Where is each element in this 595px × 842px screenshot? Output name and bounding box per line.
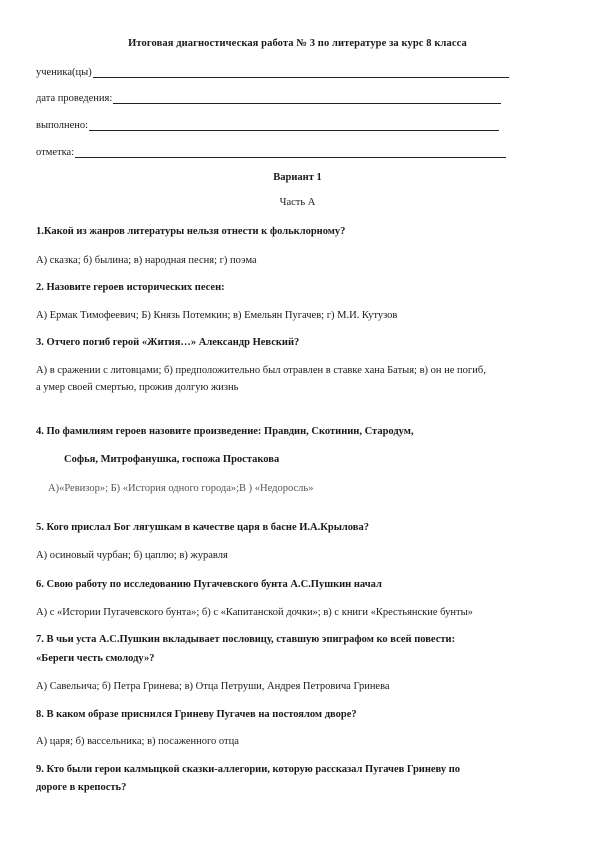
date-label: дата проведения: <box>36 93 113 104</box>
answers-3-line-2: а умер своей смертью, прожив долгую жизнь <box>36 382 239 393</box>
answers-1: А) сказка; б) былина; в) народная песня; г) поэма <box>36 255 257 266</box>
answers-3-line-1: А) в сражении с литовцами; б) предположительно был отравлен в ставке хана Батыя; в) он не погиб, <box>36 365 486 376</box>
part-heading: Часть А <box>279 197 316 208</box>
variant-heading: Вариант 1 <box>273 172 322 183</box>
question-2: 2. Назовите героев исторических песен: <box>36 282 225 293</box>
done-field <box>36 119 499 131</box>
student-label: ученика(цы) <box>36 67 92 78</box>
question-4-line-1: 4. По фамилиям героев назовите произведение: Правдин, Скотинин, Стародум, <box>36 426 414 437</box>
question-9-line-2: дороге в крепость? <box>36 782 127 793</box>
done-label: выполнено: <box>36 120 89 131</box>
done-line[interactable] <box>89 119 499 131</box>
answers-7: А) Савельича; б) Петра Гринева; в) Отца Петруши, Андрея Петровича Гринева <box>36 681 390 692</box>
question-7-line-1: 7. В чьи уста А.С.Пушкин вкладывает пословицу, ставшую эпиграфом ко всей повести: <box>36 634 456 645</box>
student-field <box>36 66 509 78</box>
question-1: 1.Какой из жанров литературы нельзя отнести к фольклорному? <box>36 226 346 237</box>
answers-5: А) осиновый чурбан; б) цаплю; в) журавля <box>36 550 228 561</box>
answers-2: А) Ермак Тимофеевич; Б) Князь Потемкин; в) Емельян Пугачев; г) М.И. Кутузов <box>36 310 398 321</box>
page-title: Итоговая диагностическая работа № 3 по литературе за курс 8 класса <box>128 38 467 49</box>
question-7-line-2: «Береги честь смолоду»? <box>36 653 155 664</box>
question-8: 8. В каком образе приснился Гриневу Пугачев на постоялом дворе? <box>36 709 357 720</box>
answers-8: А) царя; б) вассельника; в) посаженного отца <box>36 736 239 747</box>
mark-line[interactable] <box>75 146 506 158</box>
student-line[interactable] <box>93 66 509 78</box>
question-3: 3. Отчего погиб герой «Жития…» Александр Невский? <box>36 337 300 348</box>
question-4-line-2: Софья, Митрофанушка, госпожа Простакова <box>64 454 280 465</box>
date-field <box>36 92 501 104</box>
question-5: 5. Кого прислал Бог лягушкам в качестве царя в басне И.А.Крылова? <box>36 522 369 533</box>
question-9-line-1: 9. Кто были герои калмыцкой сказки-аллегории, которую рассказал Пугачев Гриневу по <box>36 764 461 775</box>
mark-field <box>36 146 506 158</box>
mark-label: отметка: <box>36 147 75 158</box>
question-6: 6. Свою работу по исследованию Пугачевского бунта А.С.Пушкин начал <box>36 579 382 590</box>
answers-4: А)«Ревизор»; Б) «История одного города»;В ) «Недоросль» <box>48 483 314 494</box>
answers-6: А) с «Истории Пугачевского бунта»; б) с «Капитанской дочки»; в) с книги «Крестьянские бунты» <box>36 607 473 618</box>
date-line[interactable] <box>113 92 501 104</box>
